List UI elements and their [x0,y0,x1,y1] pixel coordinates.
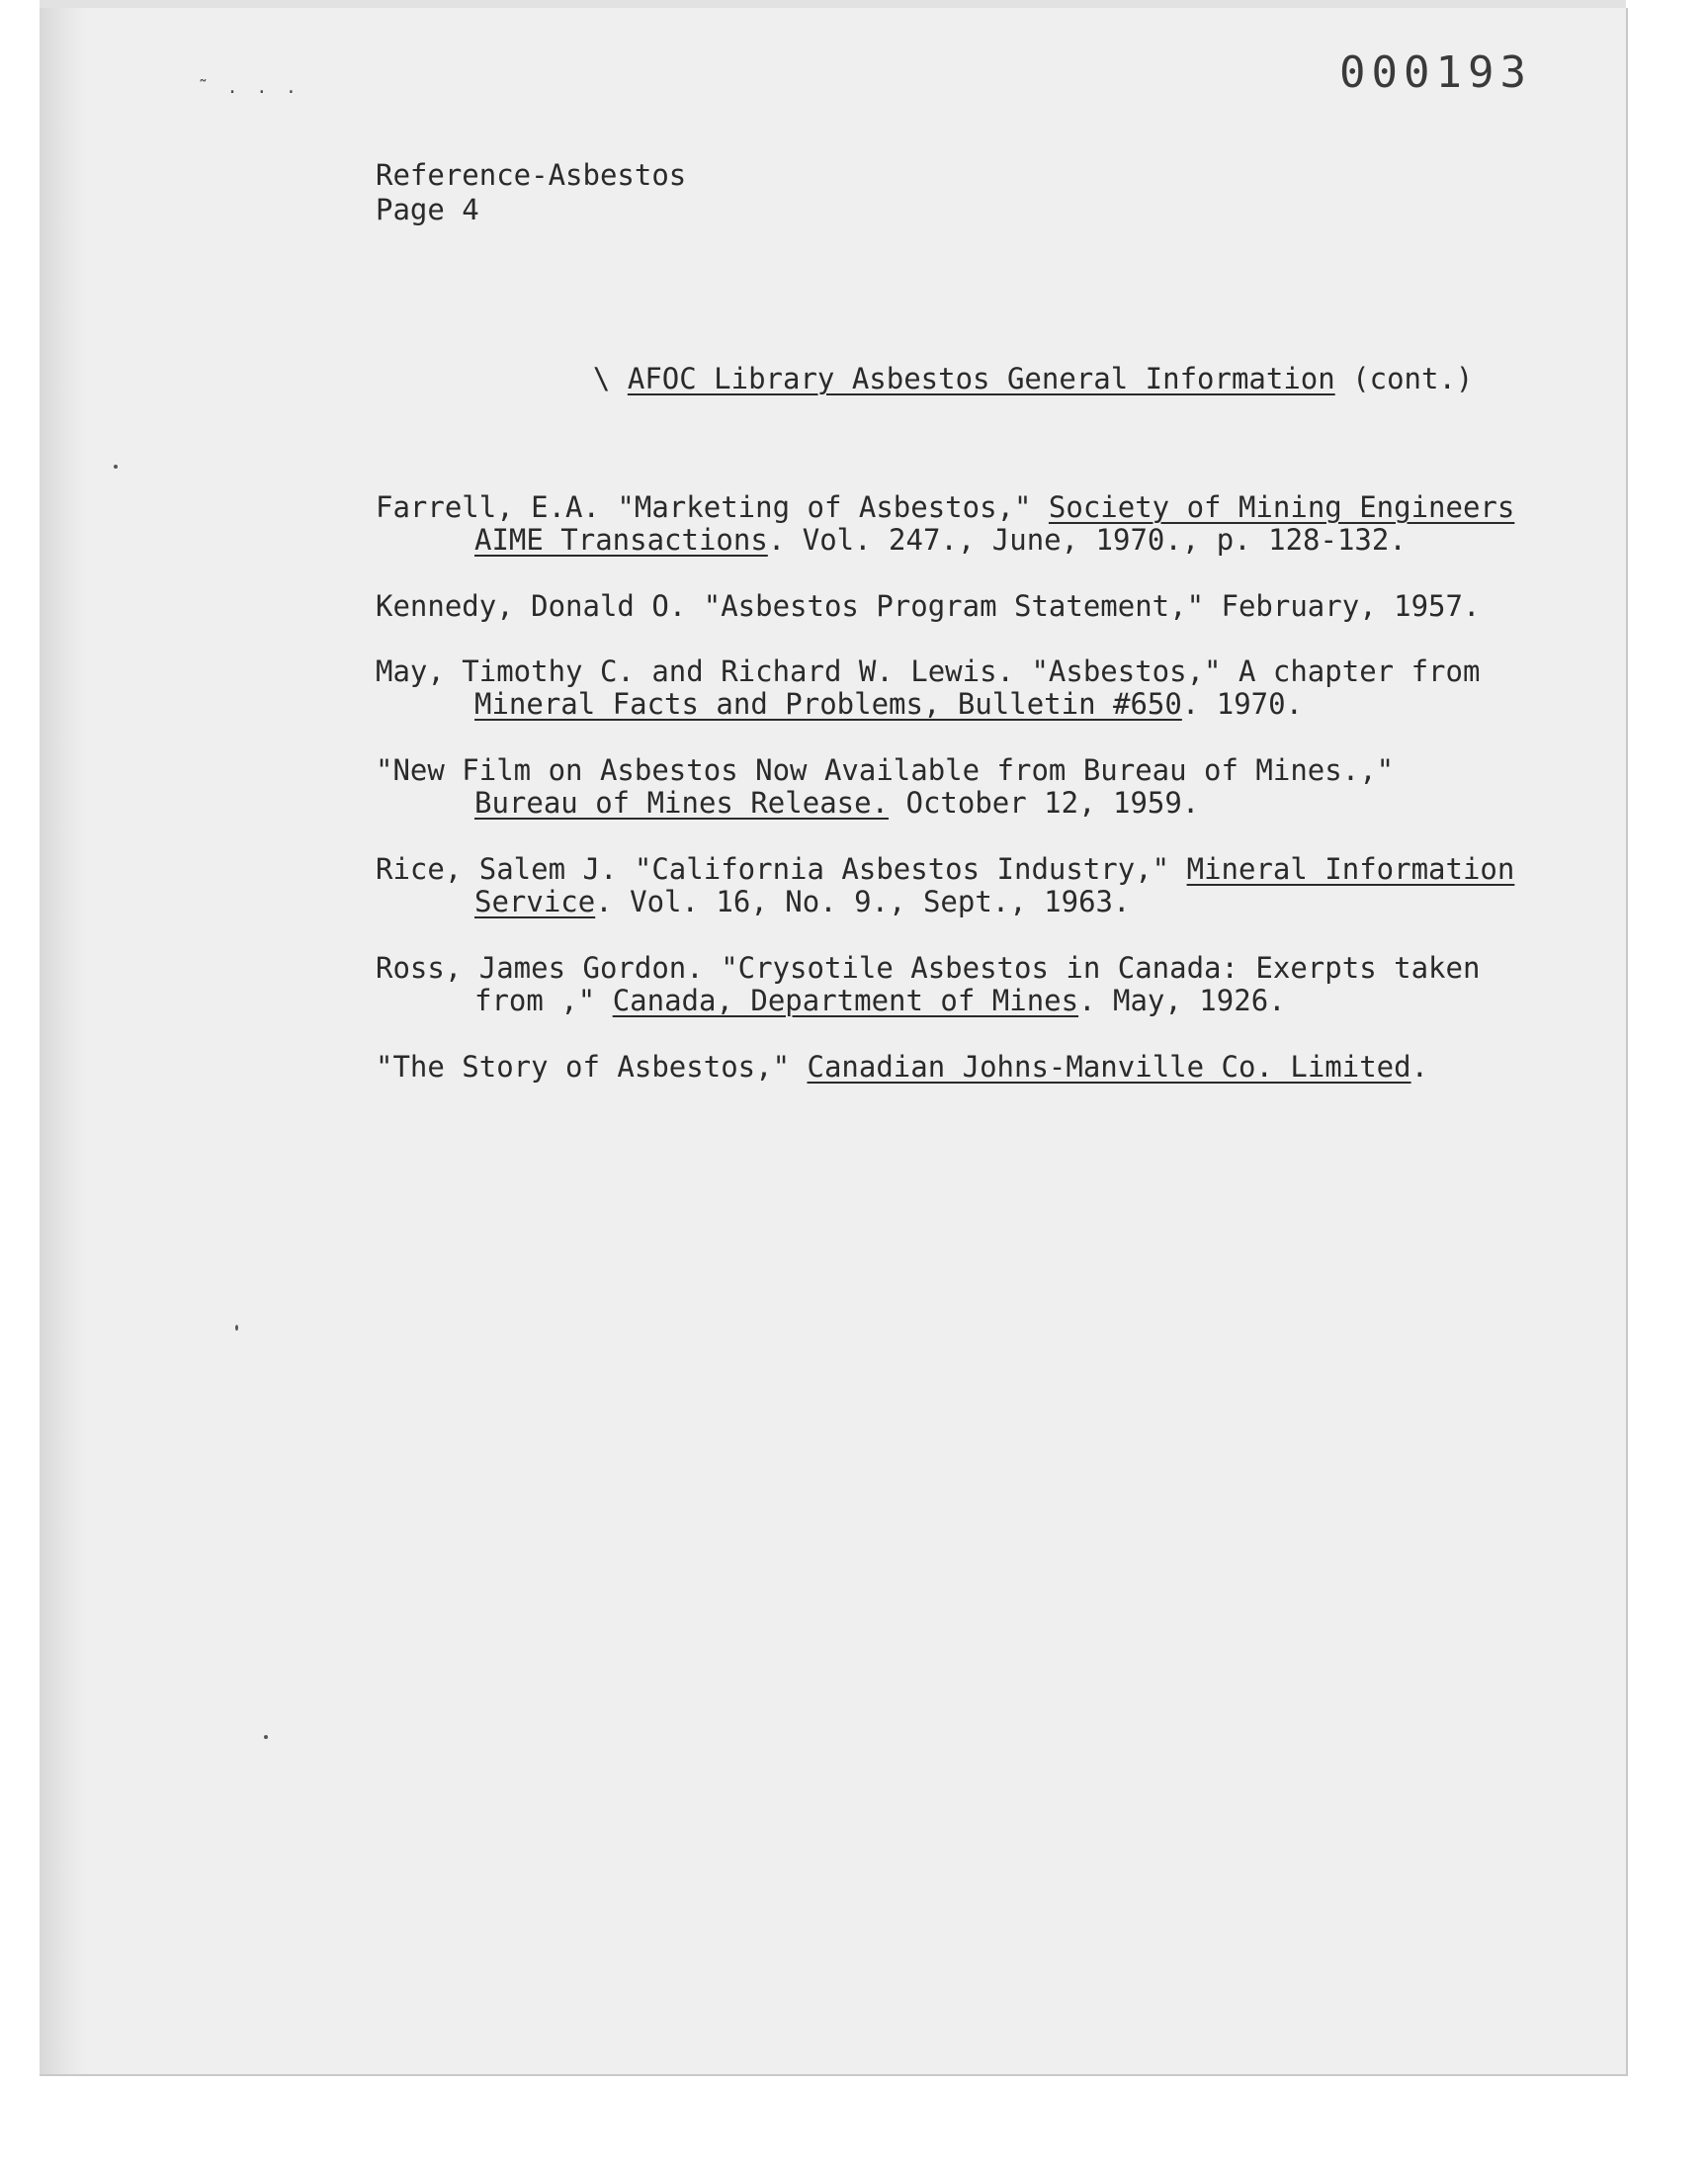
reference-source-title: Service [474,885,596,918]
reference-entry [376,852,1515,918]
reference-line [376,754,1512,787]
reference-text: . Vol. 247., June, 1970., p. 128-132. [767,523,1407,557]
scan-speck [114,465,118,469]
reference-entry [376,952,1512,1017]
reference-line [376,655,1512,688]
reference-line [376,490,1515,524]
reference-text: October 12, 1959. [889,786,1200,820]
reference-entry [376,590,1512,623]
reference-text: . Vol. 16, No. 9., Sept., 1963. [595,885,1131,918]
document-number: 000193 [1339,47,1532,98]
reference-source-title: Bureau of Mines Release. [474,786,890,820]
reference-text: Ross, James Gordon. "Crysotile Asbestos in Canada: Exerpts taken [376,951,1481,985]
reference-text: from ," [474,984,613,1017]
reference-line [376,952,1512,985]
reference-entry [376,490,1515,557]
reference-line [376,688,1512,721]
reference-line [376,787,1512,820]
reference-source-title: Mineral Facts and Problems, Bulletin #650 [474,687,1182,721]
section-prefix-mark: \ [592,362,611,395]
sheet-left-shadow [40,8,87,2074]
reference-text: Kennedy, Donald O. "Asbestos Program Statement," February, 1957. [376,589,1481,623]
reference-line [376,852,1515,886]
reference-text: . May, 1926. [1078,984,1286,1017]
reference-entry [376,1051,1512,1084]
page-margin-bottom [0,2076,1708,2175]
reference-text: Farrell, E.A. "Marketing of Asbestos," [376,490,1049,524]
reference-text: . 1970. [1181,687,1304,721]
reference-source-title: Mineral Information [1186,852,1515,886]
reference-entry [376,655,1512,721]
reference-entry [376,754,1512,820]
header-title: Reference-Asbestos [376,158,687,192]
section-title-text: AFOC Library Asbestos General Information [627,362,1335,395]
reference-source-title: Canadian Johns-Manville Co. Limited [807,1050,1411,1084]
document-sheet [40,8,1628,2076]
section-title-suffix: (cont.) [1334,362,1474,395]
reference-source-title: AIME Transactions [474,523,768,557]
reference-text: . [1410,1050,1429,1084]
section-title [558,328,1473,395]
scan-speck [235,1325,238,1331]
scan-speck [264,1735,268,1739]
corner-marks: ˜ . . . [198,77,300,98]
reference-line [376,886,1512,918]
reference-source-title: Canada, Department of Mines [612,984,1079,1017]
reference-line [376,985,1512,1017]
header-page-number: Page 4 [376,193,479,226]
reference-line [376,590,1512,623]
reference-line [376,1051,1512,1084]
reference-text: Rice, Salem J. "California Asbestos Industry," [376,852,1187,886]
reference-text: May, Timothy C. and Richard W. Lewis. "Asbestos," A chapter from [376,654,1481,688]
reference-text: "New Film on Asbestos Now Available from Bureau of Mines.," [376,753,1395,787]
reference-text: "The Story of Asbestos," [376,1050,808,1084]
reference-source-title: Society of Mining Engineers [1048,490,1515,524]
reference-line [376,524,1512,557]
